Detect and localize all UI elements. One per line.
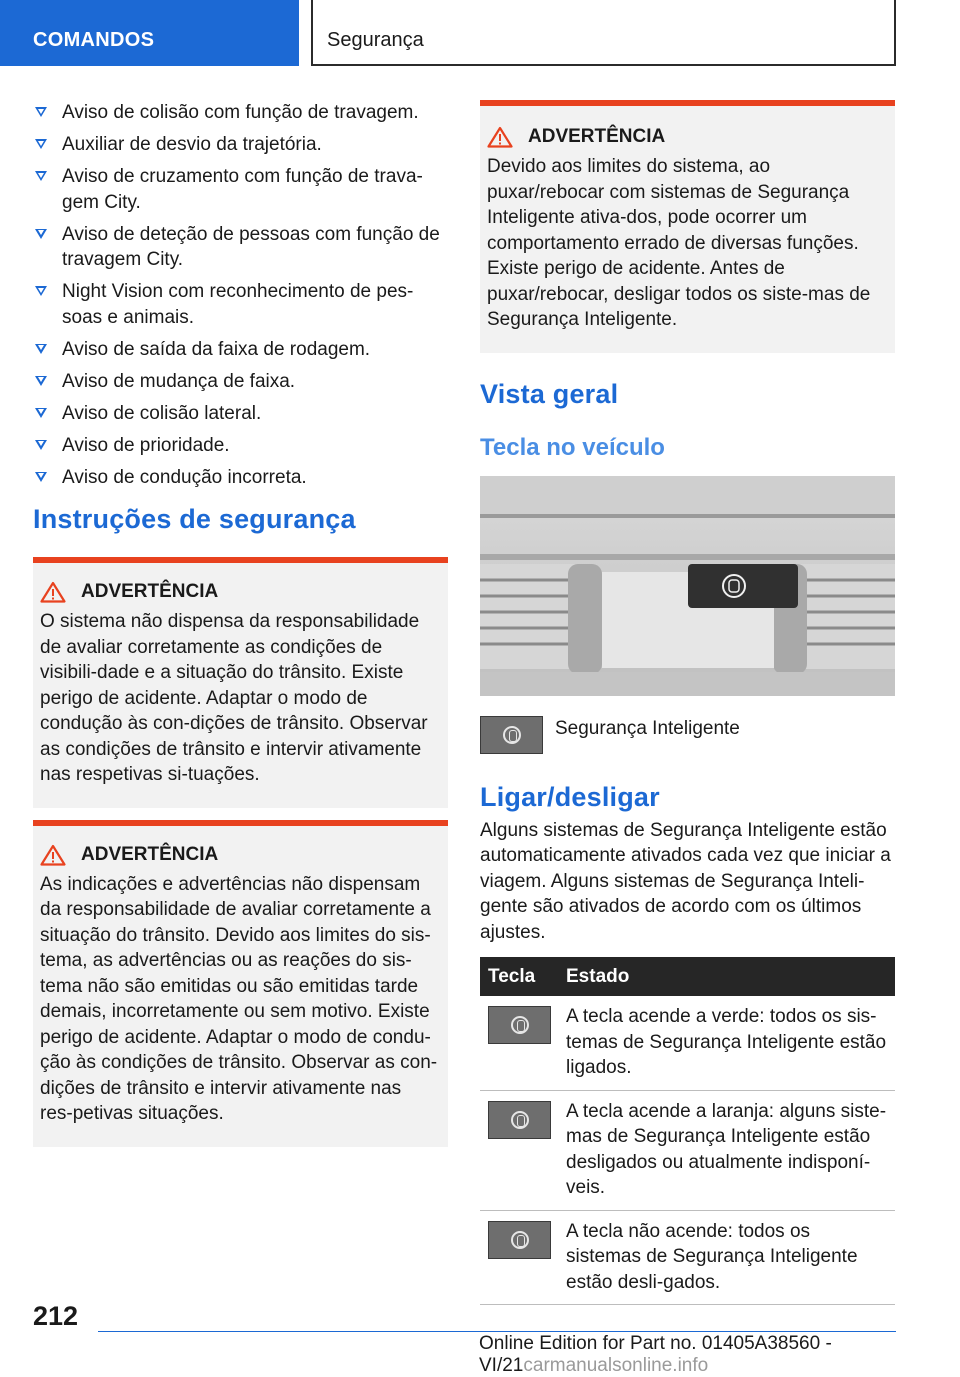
bullet-triangle-icon bbox=[35, 286, 47, 296]
section-title: COMANDOS bbox=[33, 29, 155, 51]
table-cell-state: A tecla acende a laranja: alguns siste-mas de Segurança Inteligente estão desligados ou atualmente indisponí-veis. bbox=[558, 1090, 895, 1210]
warning-title: ADVERTÊNCIA bbox=[40, 581, 438, 603]
table-header-state: Estado bbox=[558, 957, 895, 996]
safety-heading: Instruções de segurança bbox=[33, 504, 356, 534]
onoff-text: Alguns sistemas de Segurança Inteligente estão automaticamente ativados cada vez que iniciar a viagem. Alguns sistemas de Segurança Inteli-gente são ativados de acordo com os últimos ajustes. bbox=[480, 819, 891, 943]
table-row bbox=[480, 1090, 895, 1210]
key-legend bbox=[480, 716, 895, 754]
left-column bbox=[33, 100, 448, 1147]
bullet-triangle-icon bbox=[35, 171, 47, 181]
list-item: Aviso de prioridade. bbox=[33, 433, 448, 459]
list-item: Auxiliar de desvio da trajetória. bbox=[33, 132, 448, 158]
intelligent-safety-key-icon bbox=[480, 716, 543, 754]
key-legend-label: Segurança Inteligente bbox=[555, 717, 740, 739]
watermark: carmanualsonline.info bbox=[523, 1355, 709, 1376]
list-item: Aviso de cruzamento com função de trava-gem City. bbox=[33, 164, 448, 215]
warning-triangle-icon bbox=[40, 581, 66, 603]
table-cell-state: A tecla não acende: todos os sistemas de Segurança Inteligente estão desli-gados. bbox=[558, 1210, 895, 1305]
section-tab bbox=[0, 0, 299, 66]
list-item: Aviso de colisão lateral. bbox=[33, 401, 448, 427]
overview-heading: Vista geral bbox=[480, 378, 619, 409]
bullet-triangle-icon bbox=[35, 107, 47, 117]
footer-divider bbox=[98, 1331, 896, 1332]
warning-box bbox=[33, 557, 448, 808]
warning-box bbox=[480, 100, 895, 353]
warning-triangle-icon bbox=[40, 844, 66, 866]
bullet-triangle-icon bbox=[35, 472, 47, 482]
bullet-triangle-icon bbox=[35, 376, 47, 386]
feature-list bbox=[33, 100, 448, 490]
dashboard-key-photo bbox=[480, 476, 895, 696]
bullet-triangle-icon bbox=[35, 408, 47, 418]
list-item: Aviso de saída da faixa de rodagem. bbox=[33, 337, 448, 363]
onoff-heading: Ligar/desligar bbox=[480, 781, 660, 812]
list-item: Aviso de mudança de faixa. bbox=[33, 369, 448, 395]
bullet-triangle-icon bbox=[35, 139, 47, 149]
list-item: Aviso de condução incorreta. bbox=[33, 465, 448, 491]
right-column bbox=[480, 100, 895, 1305]
table-header-key: Tecla bbox=[480, 957, 558, 996]
left-air-vent bbox=[480, 564, 602, 674]
key-subheading: Tecla no veículo bbox=[480, 433, 665, 461]
warning-triangle-icon bbox=[487, 126, 513, 148]
page-number: 212 bbox=[33, 1301, 79, 1331]
table-cell-state: A tecla acende a verde: todos os sis-temas de Segurança Inteligente estão ligados. bbox=[558, 996, 895, 1090]
bullet-triangle-icon bbox=[35, 229, 47, 239]
list-item: Aviso de deteção de pessoas com função de travagem City. bbox=[33, 222, 448, 273]
chapter-title: Segurança bbox=[327, 29, 424, 51]
intelligent-safety-key-icon bbox=[488, 1221, 551, 1259]
intelligent-safety-key-icon bbox=[488, 1101, 551, 1139]
warning-box bbox=[33, 820, 448, 1147]
bullet-triangle-icon bbox=[35, 440, 47, 450]
table-row bbox=[480, 1210, 895, 1305]
key-state-table bbox=[480, 957, 895, 1305]
warning-text: O sistema não dispensa da responsabilidade de avaliar corretamente as condições de visibili-dade e a situação do trânsito. Existe perigo de acidente. Adaptar o modo de condução às con-dições de trânsito. Observar as condições de trânsito e intervir ativamente nas respetivas si-tuações. bbox=[40, 611, 428, 785]
bullet-triangle-icon bbox=[35, 344, 47, 354]
intelligent-safety-key-icon bbox=[488, 1006, 551, 1044]
warning-title: ADVERTÊNCIA bbox=[40, 844, 438, 866]
footer-edition: Online Edition for Part no. 01405A38560 - VI/21carmanualsonline.info bbox=[479, 1333, 832, 1376]
warning-text: Devido aos limites do sistema, ao puxar/rebocar com sistemas de Segurança Inteligente ativa-dos, pode ocorrer um comportamento errado de diversas funções. Existe perigo de acidente. Antes de puxar/rebocar, desligar todos os siste-mas de Segurança Inteligente. bbox=[487, 156, 871, 330]
list-item: Night Vision com reconhecimento de pes-soas e animais. bbox=[33, 279, 448, 330]
list-item: Aviso de colisão com função de travagem. bbox=[33, 100, 448, 126]
table-row bbox=[480, 996, 895, 1090]
chapter-tab bbox=[311, 0, 896, 66]
warning-text: As indicações e advertências não dispensam da responsabilidade de avaliar corretamente a situação do trânsito. Devido aos limites do sis-tema, as advertências ou as reações do sis-tema não são emitidas ou são emitidas tarde demais, incorretamente ou sem motivo. Existe perigo de acidente. Adaptar o modo de condu-ção às condições de trânsito. Observar as con-dições de trânsito e intervir ativamente nas res-petivas situações. bbox=[40, 873, 438, 1124]
warning-title: ADVERTÊNCIA bbox=[487, 126, 885, 148]
